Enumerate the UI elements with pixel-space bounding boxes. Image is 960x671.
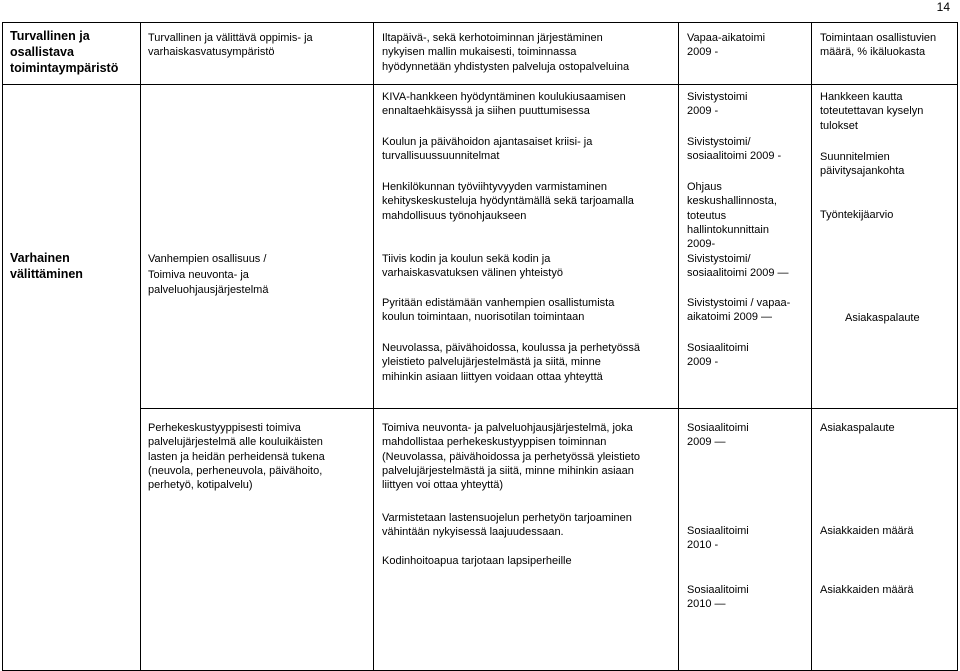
page-number: 14 [936, 0, 950, 14]
section-a-indicator-3: Työntekijäarvio [820, 209, 894, 221]
header-action-cell: Iltapäivä-, sekä kerhotoiminnan järjestäminen nykyisen mallin mukaisesti, toiminnassa hyödynnetään yhdistysten palveluja ostopalveluina [382, 32, 630, 73]
column-divider-1 [140, 22, 141, 671]
section-b-indicator-2: Asiakkaiden määrä [820, 525, 914, 537]
column-divider-3 [678, 22, 679, 671]
section-b-action-2: Varmistetaan lastensuojelun perhetyön tarjoaminen vähintään nykyisessä laajuudessaan. [382, 512, 632, 539]
section-a-area: Varhainen välittäminen [10, 251, 83, 281]
section-a-responsible-3: Ohjaus keskushallinnosta, toteutus hallintokunnittain 2009- [687, 181, 777, 251]
header-indicator-cell: Toimintaan osallistuvien määrä, % ikäluokasta [820, 32, 937, 59]
table-left-border [2, 22, 3, 671]
header-responsible-cell: Vapaa-aikatoimi 2009 - [687, 32, 766, 59]
section-a-responsible-5: Sivistystoimi / vapaa- aikatoimi 2009 — [687, 297, 791, 324]
section-a-action-1: KIVA-hankkeen hyödyntäminen koulukiusaamisen ennaltaehkäisyssä ja siihen puuttumisessa [382, 91, 626, 118]
section-a-action-6: Neuvolassa, päivähoidossa, koulussa ja perhetyössä yleistieto palvelujärjestelmästä ja siitä, minne mihinkin asiaan liittyen voidaan ottaa yhteyttä [382, 342, 641, 383]
section-a-responsible-1: Sivistystoimi 2009 - [687, 91, 748, 118]
section-b-responsible-3: Sosiaalitoimi 2010 — [687, 584, 749, 611]
section-b-responsible-1: Sosiaalitoimi 2009 — [687, 422, 749, 449]
column-divider-4 [811, 22, 812, 671]
section-b-indicator-1: Asiakaspalaute [820, 422, 895, 434]
table-right-border [957, 22, 958, 671]
table-top-border [2, 22, 958, 23]
section-divider [140, 408, 958, 409]
header-bottom-border [2, 84, 958, 85]
section-a-indicator-4: Asiakaspalaute [845, 312, 920, 324]
section-a-indicator-2: Suunnitelmien päivitysajankohta [820, 151, 905, 178]
section-b-action-3: Kodinhoitoapua tarjotaan lapsiperheille [382, 555, 572, 567]
section-b-goal: Perhekeskustyyppisesti toimiva palvelujärjestelmä alle kouluikäisten lasten ja heidän perheidensä tukena (neuvola, perheneuvola, päivähoito, perhetyö, kotipalvelu) [148, 422, 325, 492]
section-a-goal: Vanhempien osallisuus / Toimiva neuvonta- ja palveluohjausjärjestelmä [148, 253, 269, 296]
header-goal-cell: Turvallinen ja välittävä oppimis- ja varhaiskasvatusympäristö [148, 32, 313, 59]
section-a-action-4: Tiivis kodin ja koulun sekä kodin ja varhaiskasvatuksen välinen yhteistyö [382, 253, 563, 280]
section-a-responsible-2: Sivistystoimi/ sosiaalitoimi 2009 - [687, 136, 782, 163]
section-b-action-1: Toimiva neuvonta- ja palveluohjausjärjestelmä, joka mahdollistaa perhekeskustyyppisen toiminnan (Neuvolassa, päivähoidossa ja perhetyössä yleistieto palvelujärjestelmästä ja siitä, minne mihinkin asiaan liittyen voi ottaa yhteyttä) [382, 422, 641, 492]
section-a-responsible-4: Sivistystoimi/ sosiaalitoimi 2009 — [687, 253, 789, 280]
section-a-action-2: Koulun ja päivähoidon ajantasaiset kriisi- ja turvallisuussuunnitelmat [382, 136, 593, 163]
section-a-responsible-6: Sosiaalitoimi 2009 - [687, 342, 749, 369]
column-divider-2 [373, 22, 374, 671]
header-area-cell: Turvallinen ja osallistava toimintaympäristö [10, 29, 119, 75]
section-a-action-3: Henkilökunnan työviihtyvyyden varmistaminen kehityskeskusteluja hyödyntämällä sekä tarjoamalla mahdollisuus työnohjaukseen [382, 181, 634, 222]
section-a-indicator-1: Hankkeen kautta toteutettavan kyselyn tulokset [820, 91, 924, 132]
section-a-action-5: Pyritään edistämään vanhempien osallistumista koulun toimintaan, nuorisotilan toimintaan [382, 297, 615, 324]
section-b-responsible-2: Sosiaalitoimi 2010 - [687, 525, 749, 552]
section-b-indicator-3: Asiakkaiden määrä [820, 584, 914, 596]
